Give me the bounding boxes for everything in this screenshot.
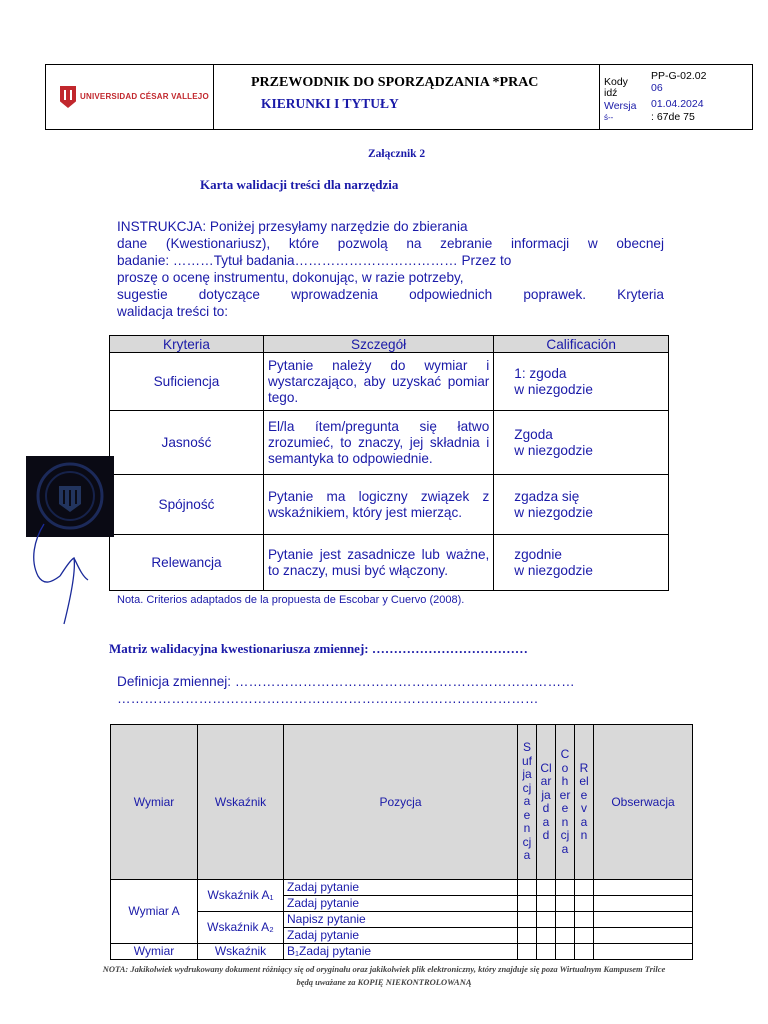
- item-cell: Zadaj pytanie: [284, 896, 518, 912]
- instruction-line: walidacja treści to:: [117, 304, 229, 319]
- table-row: [111, 944, 693, 960]
- code-label: Kody: [604, 76, 628, 88]
- footer-note-2: będą uważane za KOPIĘ NIEKONTROLOWANĄ: [296, 977, 472, 987]
- score-cell[interactable]: [556, 896, 575, 912]
- card-title: Karta walidacji treści dla narzędzia: [200, 177, 399, 192]
- score-cell[interactable]: [575, 880, 594, 896]
- scale-option: w niezgodzie: [514, 442, 593, 458]
- header-score: Calificación: [494, 336, 669, 353]
- table-row: [110, 535, 669, 591]
- score-cell[interactable]: [575, 912, 594, 928]
- header-coherence: [556, 725, 575, 880]
- item-cell: Zadaj pytanie: [284, 928, 518, 944]
- score-cell[interactable]: [537, 928, 556, 944]
- score-cell[interactable]: [537, 880, 556, 896]
- header-indicator: Wskaźnik: [198, 725, 284, 880]
- code-value: PP-G-02.02: [651, 70, 707, 82]
- dimension-cell: Wymiar A: [111, 880, 198, 944]
- scale-cell: [494, 475, 669, 535]
- table-row: [110, 411, 669, 475]
- score-cell[interactable]: [518, 944, 537, 960]
- scale-option: 1: zgoda: [514, 365, 567, 381]
- observation-cell[interactable]: [594, 944, 693, 960]
- code-label-2: idź: [604, 87, 618, 99]
- score-cell[interactable]: [518, 880, 537, 896]
- definition-line: Definicja zmiennej: …………………………………………………………………: [117, 674, 575, 689]
- score-cell[interactable]: [556, 880, 575, 896]
- item-cell: B₁Zadaj pytanie: [284, 944, 518, 960]
- indicator-cell: Wskaźnik: [198, 944, 284, 960]
- scale-option: w niezgodzie: [514, 562, 593, 578]
- matrix-header-row: [111, 725, 693, 880]
- score-cell[interactable]: [537, 912, 556, 928]
- scale-cell: [494, 353, 669, 411]
- instruction-line: dane (Kwestionariusz), które pozwolą na zebranie informacji w obecnej: [117, 236, 664, 251]
- header-title: PRZEWODNIK DO SPORZĄDZANIA *PRAC: [251, 75, 539, 90]
- header-dimension: Wymiar: [111, 725, 198, 880]
- scale-option: w niezgodzie: [514, 504, 593, 520]
- observation-cell[interactable]: [594, 912, 693, 928]
- definition-line-2: …………………………………………………………………………………: [117, 691, 539, 706]
- header-relevance: [575, 725, 594, 880]
- instructions: [117, 218, 664, 320]
- detail-cell: Pytanie jest zasadnicze lub ważne, to znaczy, musi być włączony.: [263, 535, 493, 591]
- logo-text: UNIVERSIDAD CÉSAR VALLEJO: [80, 92, 209, 101]
- version-label: Wersja: [604, 100, 637, 112]
- table-row: [110, 475, 669, 535]
- scale-option: Zgoda: [514, 426, 553, 442]
- scale-cell: [494, 411, 669, 475]
- header-sufficiency-text: Sufjacjaencja: [521, 740, 532, 863]
- score-cell[interactable]: [556, 944, 575, 960]
- title-cell: [213, 65, 600, 129]
- table-note: Nota. Criterios adaptados de la propuesta de Escobar y Cuervo (2008).: [117, 594, 465, 606]
- score-cell[interactable]: [537, 896, 556, 912]
- scale-option: zgadza się: [514, 488, 580, 504]
- header-coherence-text: Coherencja: [559, 747, 571, 856]
- table-row: [111, 880, 693, 896]
- dimension-cell: Wymiar: [111, 944, 198, 960]
- footer-note: NOTA: Jakikolwiek wydrukowany dokument różniący się od oryginału oraz jakikolwiek plik elektroniczny, który znajduje się poza Wirtualnym Kampusem Trilce: [102, 964, 666, 974]
- item-cell: Zadaj pytanie: [284, 880, 518, 896]
- score-cell[interactable]: [575, 896, 594, 912]
- header-relevance-text: Relevan: [579, 760, 589, 842]
- criterion-cell: Suficiencja: [110, 353, 264, 411]
- header-clarity-text: Clarjadad: [540, 760, 552, 842]
- scale-option: w niezgodzie: [514, 381, 593, 397]
- score-cell[interactable]: [518, 912, 537, 928]
- header-criteria: Kryteria: [110, 336, 264, 353]
- logo-cell: [46, 65, 214, 129]
- scale-option: zgodnie: [514, 546, 562, 562]
- detail-cell: El/la ítem/pregunta się łatwo zrozumieć, to znaczy, jej składnia i semantyka to odpowiednie.: [263, 411, 493, 475]
- score-cell[interactable]: [556, 928, 575, 944]
- indicator-cell: Wskaźnik A₂: [198, 912, 284, 944]
- score-cell[interactable]: [518, 928, 537, 944]
- header-clarity: [537, 725, 556, 880]
- instruction-line: INSTRUKCJA: Poniżej przesyłamy narzędzie do zbierania: [117, 219, 468, 234]
- date-value: 01.04.2024: [651, 98, 704, 110]
- header-detail: Szczegół: [263, 336, 493, 353]
- criteria-header-row: [110, 336, 669, 353]
- observation-cell[interactable]: [594, 880, 693, 896]
- header-observation: Obserwacja: [594, 725, 693, 880]
- instruction-line: proszę o ocenę instrumentu, dokonując, w razie potrzeby,: [117, 270, 464, 285]
- score-cell[interactable]: [556, 912, 575, 928]
- indicator-cell: Wskaźnik A₁: [198, 880, 284, 912]
- header-sufficiency: [518, 725, 537, 880]
- score-cell[interactable]: [537, 944, 556, 960]
- header-subtitle: KIERUNKI I TYTUŁY: [261, 96, 399, 111]
- annex-label: Załącznik 2: [368, 148, 426, 160]
- item-cell: Napisz pytanie: [284, 912, 518, 928]
- observation-cell[interactable]: [594, 896, 693, 912]
- header-item: Pozycja: [284, 725, 518, 880]
- version-label-2: ś--: [604, 113, 614, 122]
- detail-cell: Pytanie ma logiczny związek z wskaźnikiem, który jest mierząc.: [263, 475, 493, 535]
- page-number: : 67de 75: [651, 111, 695, 123]
- score-cell[interactable]: [518, 896, 537, 912]
- signature-icon: [30, 520, 100, 630]
- validation-matrix: [110, 724, 693, 960]
- code-value-2: 06: [651, 82, 663, 94]
- document-header: [45, 64, 753, 130]
- scale-cell: [494, 535, 669, 591]
- instruction-line: sugestie dotyczące wprowadzenia odpowiednich poprawek. Kryteria: [117, 287, 664, 302]
- criterion-cell: Relewancja: [110, 535, 264, 591]
- instruction-line: badanie: ………Tytuł badania……………………………… Przez to: [117, 253, 512, 268]
- university-logo-icon: [60, 86, 76, 108]
- criterion-cell: Jasność: [110, 411, 264, 475]
- criterion-cell: Spójność: [110, 475, 264, 535]
- table-row: [110, 353, 669, 411]
- score-cell[interactable]: [575, 928, 594, 944]
- detail-cell: Pytanie należy do wymiar i wystarczająco, aby uzyskać pomiar tego.: [263, 353, 493, 411]
- meta-cell: [599, 65, 752, 129]
- observation-cell[interactable]: [594, 928, 693, 944]
- criteria-table: [109, 335, 669, 591]
- table-row: [111, 912, 693, 928]
- matrix-title: Matriz walidacyjna kwestionariusza zmiennej: ………………………………: [109, 641, 528, 656]
- score-cell[interactable]: [575, 944, 594, 960]
